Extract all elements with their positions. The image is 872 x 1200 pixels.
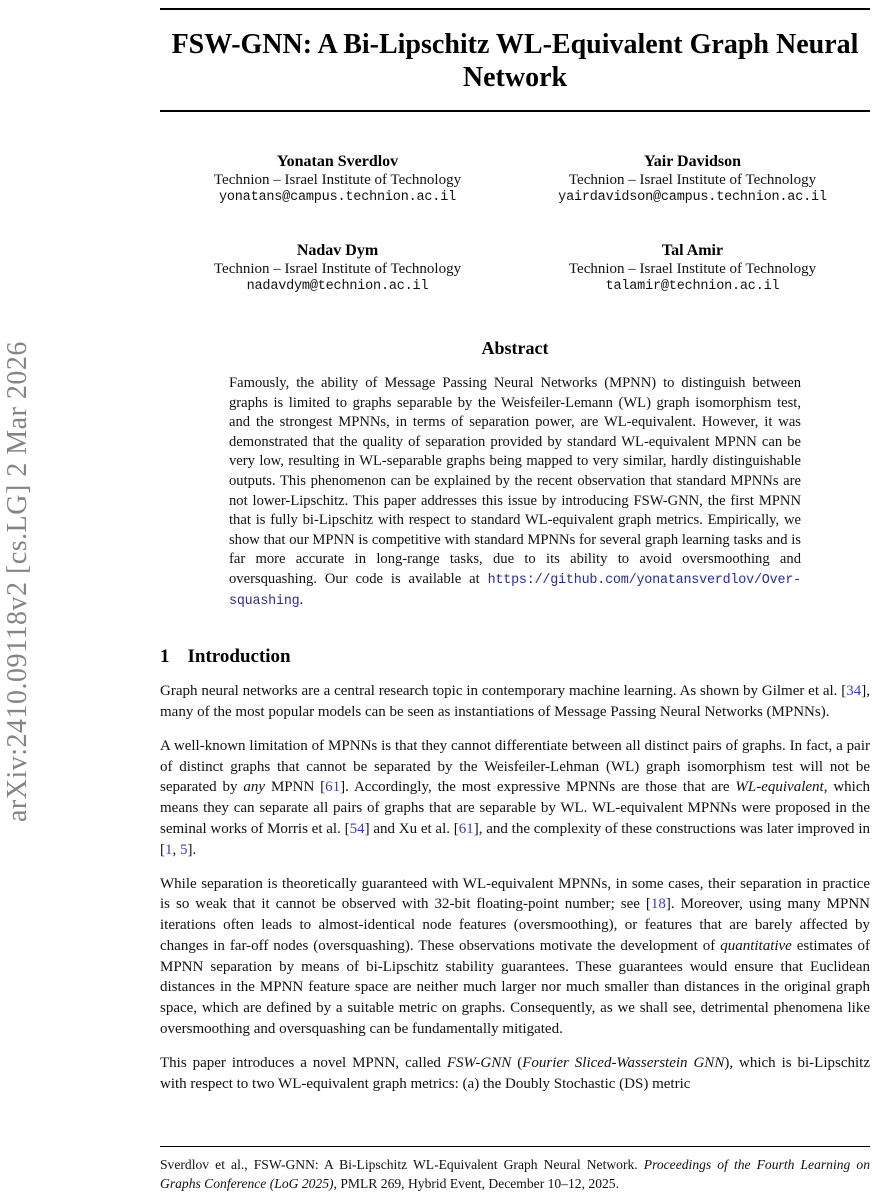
text-segment: , [172,841,180,858]
author-name: Yonatan Sverdlov [276,153,399,170]
text-segment: Graph neural networks are a central research topic in contemporary machine learning. As shown by Gilmer et al. [ [160,683,847,700]
intro-paragraph-3 [160,874,870,1040]
paper-content [160,0,870,1094]
author-name: Yair Davidson [643,153,742,170]
text-segment: estimates of MPNN separation by means of bi-Lipschitz stability guarantees. These guarantees would ensure that Euclidean distances in the MPNN feature space are neither much larger nor much smaller than distances in the original graph space, which are defined by a suitable metric on graphs. Consequently, as we shall see, detrimental phenomena like oversmoothing and oversquashing can be fundamentally mitigated. [160,937,870,1038]
author-card [160,152,515,207]
abstract-heading: Abstract [481,338,549,358]
author-affiliation: Technion – Israel Institute of Technology [213,172,462,188]
author-name: Nadav Dym [296,242,379,259]
text-segment: Fourier Sliced-Wasserstein GNN [522,1054,725,1071]
author-affiliation: Technion – Israel Institute of Technology [213,261,462,277]
arxiv-watermark: arXiv:2410.09118v2 [cs.LG] 2 Mar 2026 [2,341,33,823]
author-email: yonatans@campus.technion.ac.il [218,190,457,205]
text-segment: FSW-GNN [446,1054,512,1071]
citation-link[interactable]: 54 [349,820,365,837]
text-segment: Famously, the ability of Message Passing Neural Networks (MPNN) to distinguish between graphs is limited to graphs separable by the Weisfeiler-Lemann (WL) graph isomorphism test, and the strongest MPNNs, in terms of separation power, are WL-equivalent. However, it was demonstrated that the quality of separation provided by standard WL-equivalent MPNN can be very low, resulting in WL-separable graphs being mapped to very similar, hardly distinguishable outputs. This phenomenon can be explained by the recent observation that standard MPNNs are not lower-Lipschitz. This paper addresses this issue by introducing FSW-GNN, the first MPNN that is fully bi-Lipschitz with respect to standard WL-equivalent graph metrics. Empirically, we show that our MPNN is competitive with standard MPNNs for several graph learning tasks and is far more accurate in long-range tasks, due to its ability to avoid oversmoothing and oversquashing. Our code is available at [229,375,801,587]
title-rule-bottom [160,110,870,112]
text-segment: ], and the complexity of these constructions was later improved in [ [160,820,870,858]
text-segment: quantitative [720,937,792,954]
author-card [160,241,515,296]
text-segment: ]. Accordingly, the most expressive MPNNs are those that are [340,779,736,796]
author-block [160,152,870,296]
text-segment: any [243,779,266,796]
intro-paragraph-4 [160,1053,870,1095]
text-segment: ], many of the most popular models can be seen as instantiations of Message Passing Neural Networks (MPNNs). [160,683,870,720]
text-segment: Sverdlov et al., FSW-GNN: A Bi-Lipschitz WL-Equivalent Graph Neural Network. [160,1157,644,1172]
citation-link[interactable]: 61 [325,779,341,796]
text-segment: This paper introduces a novel MPNN, called [160,1054,447,1071]
intro-paragraph-1 [160,681,870,723]
text-segment: ), which is bi-Lipschitz with respect to two WL-equivalent graph metrics: (a) the Doubly Stochastic (DS) metric [160,1054,870,1092]
text-segment: , which means they can separate all pairs of graphs that are separable by WL. WL-equivalent MPNNs were proposed in the seminal works of Morris et al. [ [160,779,870,837]
citation-link[interactable]: 5 [180,841,188,858]
text-segment: ]. [187,841,197,858]
footer-citation-text [160,1155,870,1193]
author-card [515,152,870,207]
author-email: nadavdym@technion.ac.il [246,279,429,294]
text-segment: While separation is theoretically guaranteed with WL-equivalent MPNNs, in some cases, their separation in practice is so weak that it cannot be observed with 32-bit floating-point number; see [ [160,875,870,913]
section-number: 1 [160,646,170,668]
section-title: Introduction [187,646,291,668]
text-segment: A well-known limitation of MPNNs is that they cannot differentiate between all distinct pairs of graphs. In fact, a pair of distinct graphs that cannot be separated by the Weisfeiler-Lehman (WL) graph isomorphism test will not be separated by [160,737,870,796]
text-segment: MPNN [ [265,779,326,796]
abstract-text [229,374,801,611]
code-url-link[interactable]: https://github.com/yonatansverdlov/Over-squashing [229,572,801,609]
title-rule-top [160,8,870,10]
text-segment: Proceedings of the Fourth Learning on Graphs Conference (LoG 2025) [160,1157,870,1191]
text-segment: WL-equivalent [735,779,824,796]
text-segment: . [299,591,304,608]
text-segment: ] and Xu et al. [ [364,820,459,837]
section-heading-introduction [160,646,870,668]
citation-link[interactable]: 61 [458,820,474,837]
author-affiliation: Technion – Israel Institute of Technology [568,172,817,188]
author-card [515,241,870,296]
author-affiliation: Technion – Israel Institute of Technology [568,261,817,277]
citation-link[interactable]: 34 [846,683,862,700]
text-segment: ( [511,1054,523,1071]
author-name: Tal Amir [661,242,724,259]
author-email: yairdavidson@campus.technion.ac.il [558,190,827,205]
intro-paragraph-2 [160,736,870,861]
footer-rule [160,1146,870,1147]
page-footer [160,1146,870,1193]
paper-title: FSW-GNN: A Bi-Lipschitz WL-Equivalent Graph Neural Network [171,29,859,93]
text-segment: ]. Moreover, using many MPNN iterations often leads to almost-identical node features (oversmoothing), or features that are barely affected by changes in far-off nodes (oversquashing). These observations motivate the development of [160,896,870,954]
citation-link[interactable]: 18 [650,896,666,913]
author-email: talamir@technion.ac.il [605,279,780,294]
text-segment: , PMLR 269, Hybrid Event, December 10–12, 2025. [333,1176,619,1191]
citation-link[interactable]: 1 [165,841,173,858]
